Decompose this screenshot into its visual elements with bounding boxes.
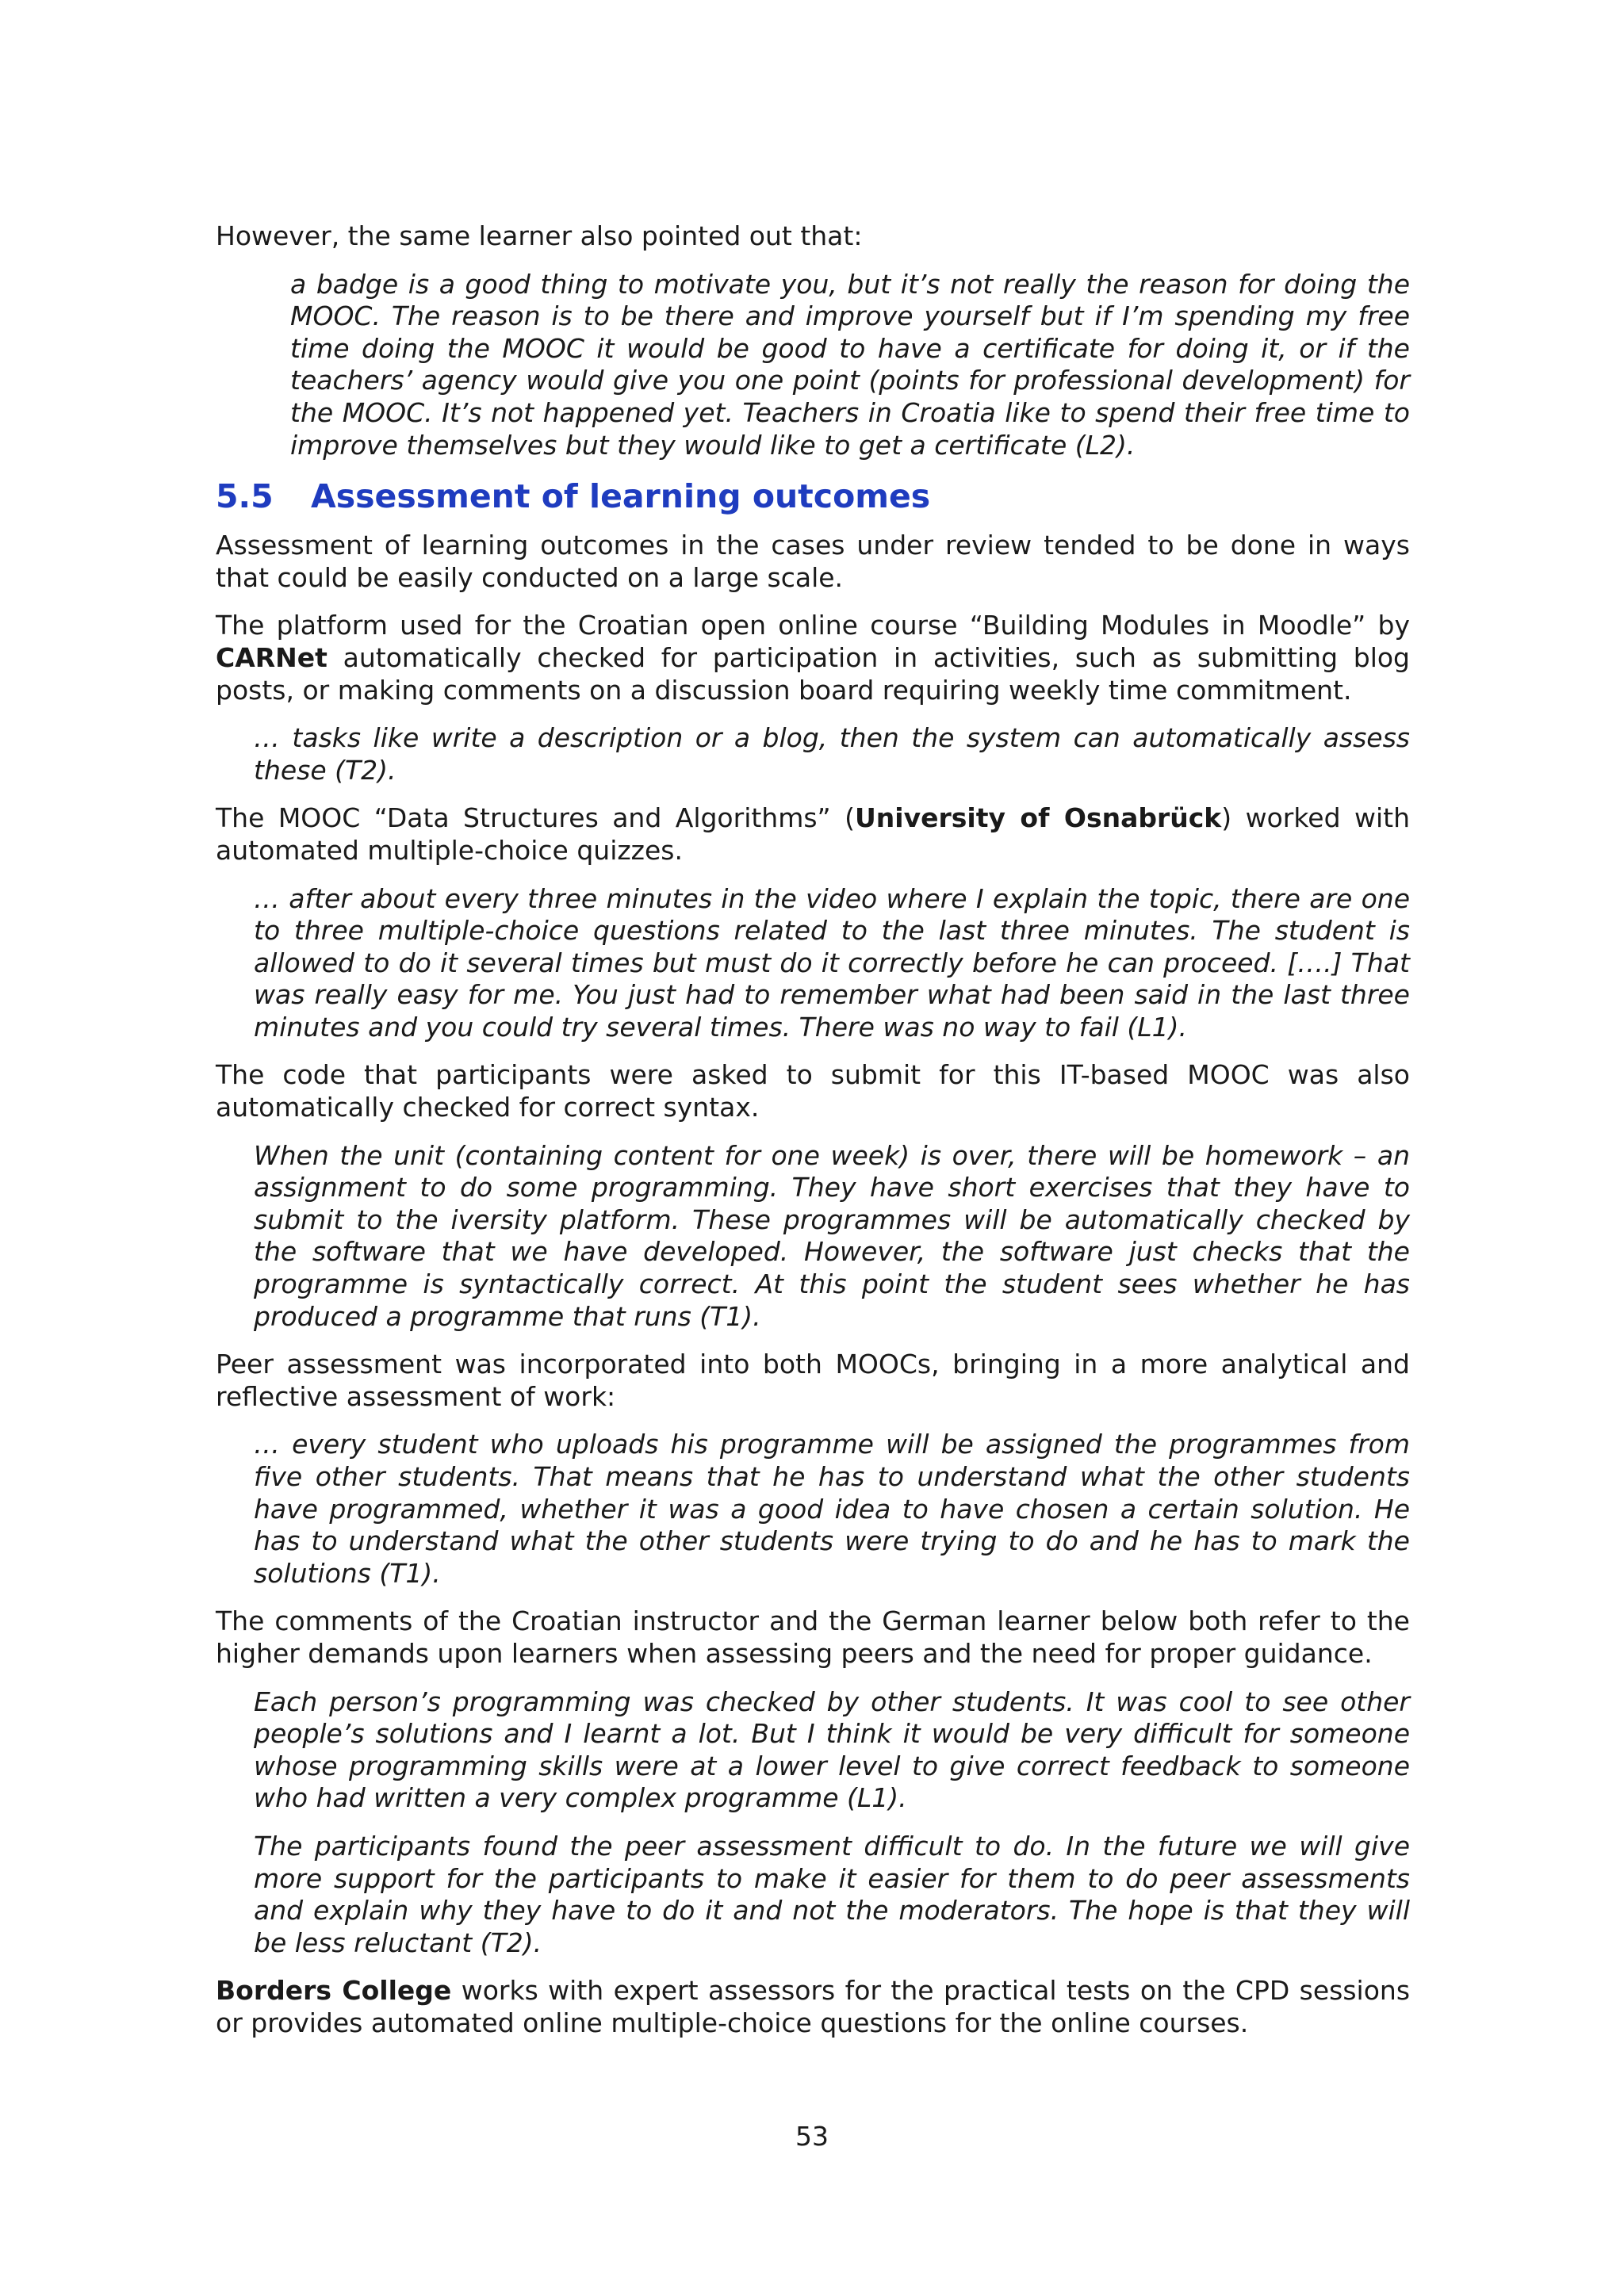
paragraph-code-syntax: The code that participants were asked to submit for this IT-based MOOC was also automatically checked for correct syntax. (216, 1059, 1410, 1123)
paragraph-peer-assessment: Peer assessment was incorporated into both MOOCs, bringing in a more analytical and reflective assessment of work: (216, 1349, 1410, 1412)
section-title: Assessment of learning outcomes (311, 477, 931, 516)
text-run: works with expert assessors for the practical tests on the CPD sessions or provides automated online multiple-choice questions for the online courses. (216, 1975, 1411, 2038)
quote-teacher-t2-tasks: … tasks like write a description or a blog, then the system can automatically assess these (T2). (254, 722, 1410, 786)
text-run: automatically checked for participation in activities, such as submitting blog posts, or making comments on a discussion board requiring weekly time commitment. (216, 641, 1410, 706)
quote-learner-l1-peer: Each person’s programming was checked by other students. It was cool to see other people’s solutions and I learnt a lot. But I think it would be very difficult for someone whose programming skills were at a lower level to give correct feedback to someone who had written a very complex programme (L1). (254, 1686, 1410, 1814)
text-run: ) worked with automated multiple-choice quizzes. (216, 802, 1410, 866)
text-run: The platform used for the Croatian open online course “Building Modules in Moodle” by (216, 610, 1410, 641)
text-run: The MOOC “Data Structures and Algorithms” ( (216, 802, 855, 834)
quote-teacher-t2-peer: The participants found the peer assessment difficult to do. In the future we will give more support for the participants to make it easier for them to do peer assessments and explain why they have to do it and not the moderators. The hope is that they will be less reluctant (T2). (254, 1830, 1410, 1958)
page-number: 53 (795, 2121, 829, 2152)
bold-osnabrueck: University of Osnabrück (854, 802, 1222, 834)
quote-teacher-t1-peer: … every student who uploads his programme will be assigned the programmes from five other students. That means that he has to understand what the other students have programmed, whether it was a good idea to have chosen a certain solution. He has to understand what the other students were trying to do and he has to mark the solutions (T1). (254, 1429, 1410, 1589)
section-number: 5.5 (216, 477, 274, 516)
paragraph-higher-demands: The comments of the Croatian instructor and the German learner below both refer to the higher demands upon learners when assessing peers and the need for proper guidance. (216, 1605, 1410, 1669)
paragraph-osnabrueck (216, 802, 1410, 867)
paragraph-carnet (216, 610, 1410, 706)
paragraph-borders-college (216, 1975, 1410, 2039)
quote-teacher-t1-homework: When the unit (containing content for one week) is over, there will be homework – an assignment to do some programming. They have short exercises that they have to submit to the iversity platform. These programmes will be automatically checked by the software that we have developed. However, the software just checks that the programme is syntactically correct. At this point the student sees whether he has produced a programme that runs (T1). (254, 1139, 1410, 1332)
page-content (216, 220, 1410, 2056)
intro-paragraph: However, the same learner also pointed out that: (216, 220, 863, 251)
bold-carnet: CARNet (216, 641, 327, 673)
quote-learner-l1-quizzes: … after about every three minutes in the video where I explain the topic, there are one to three multiple-choice questions related to the last three minutes. The student is allowed to do it several times but must do it correctly before he can proceed. [….] That was really easy for me. You just had to remember what had been said in the last three minutes and you could try several times. There was no way to fail (L1). (254, 882, 1410, 1043)
paragraph-assessment-intro: Assessment of learning outcomes in the cases under review tended to be done in ways that could be easily conducted on a large scale. (216, 530, 1410, 593)
quote-learner-l2: a badge is a good thing to motivate you, but it’s not really the reason for doing the MOOC. The reason is to be there and improve yourself but if I’m spending my free time doing the MOOC it would be good to have a certificate for doing it, or if the teachers’ agency would give you one point (points for professional development) for the MOOC. It’s not happened yet. Teachers in Croatia like to spend their free time to improve themselves but they would like to get a certificate (L2). (290, 268, 1410, 461)
section-heading (216, 477, 1410, 515)
bold-borders-college: Borders College (216, 1975, 452, 2007)
